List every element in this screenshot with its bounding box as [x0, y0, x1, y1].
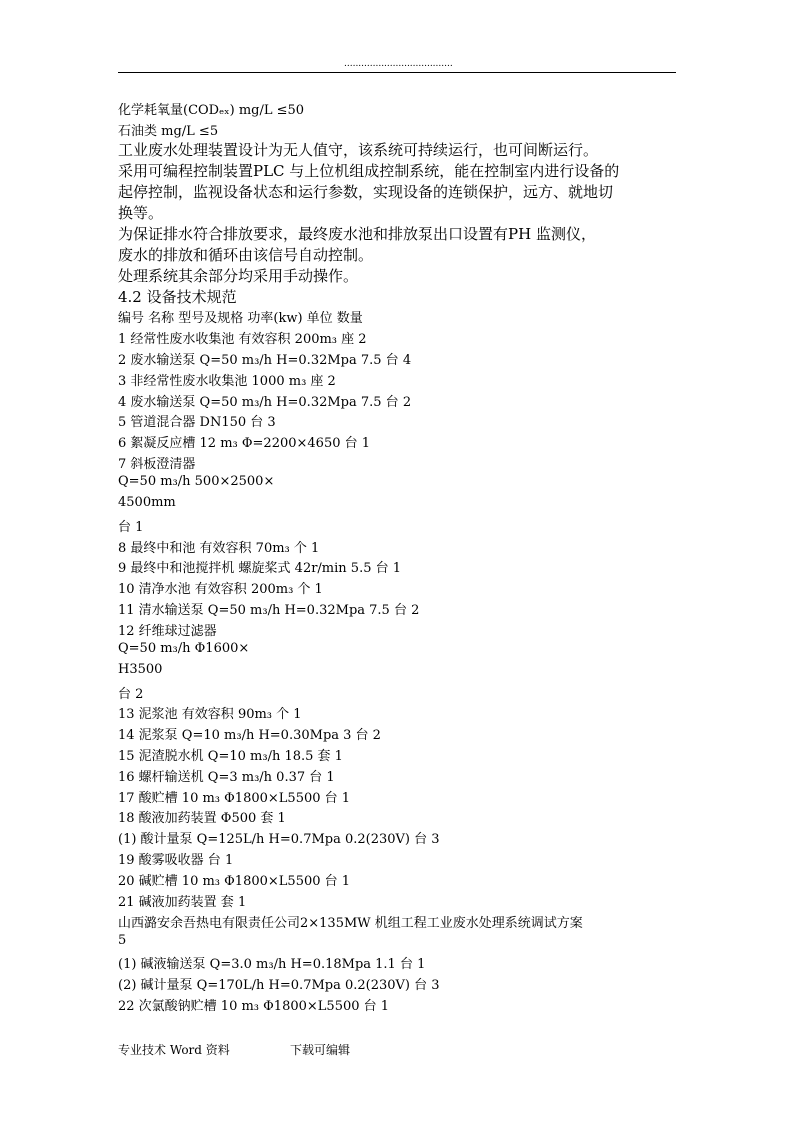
text-line: 山西潞安余吾热电有限责任公司2×135MW 机组工程工业废水处理系统调试方案	[118, 916, 583, 931]
text-line: 9 最终中和池搅拌机 螺旋桨式 42r/min 5.5 台 1	[118, 561, 402, 576]
text-line: 工业废水处理装置设计为无人值守，该系统可持续运行，也可间断运行。	[118, 141, 599, 159]
text-line: 14 泥浆泵 Q=10 m₃/h H=0.30Mpa 3 台 2	[118, 728, 381, 743]
text-line: 13 泥浆池 有效容积 90m₃ 个 1	[118, 707, 302, 722]
text-line: 为保证排水符合排放要求，最终废水池和排放泵出口设置有PH 监测仪，	[118, 225, 596, 243]
text-line: 5 管道混合器 DN150 台 3	[118, 415, 276, 430]
text-line: H3500	[118, 662, 163, 677]
text-line: 16 螺杆输送机 Q=3 m₃/h 0.37 台 1	[118, 770, 335, 785]
text-line: 4 废水输送泵 Q=50 m₃/h H=0.32Mpa 7.5 台 2	[118, 395, 412, 410]
text-line: 换等。	[118, 204, 164, 222]
footer-right: 下载可编辑	[290, 1043, 351, 1057]
text-line: 1 经常性废水收集池 有效容积 200m₃ 座 2	[118, 332, 367, 347]
text-line: 5	[118, 933, 127, 948]
text-line: 2 废水输送泵 Q=50 m₃/h H=0.32Mpa 7.5 台 4	[118, 353, 412, 368]
text-line: 20 碱贮槽 10 m₃ Φ1800×L5500 台 1	[118, 874, 351, 889]
text-line: 6 絮凝反应槽 12 m₃ Φ=2200×4650 台 1	[118, 436, 371, 451]
text-line: 19 酸雾吸收器 台 1	[118, 853, 234, 868]
text-line: 台 1	[118, 520, 144, 535]
footer-left: 专业技术 Word 资料	[118, 1043, 230, 1057]
text-line: 11 清水输送泵 Q=50 m₃/h H=0.32Mpa 7.5 台 2	[118, 603, 420, 618]
text-line: Q=50 m₃/h 500×2500×	[118, 474, 275, 489]
text-line: 17 酸贮槽 10 m₃ Φ1800×L5500 台 1	[118, 791, 351, 806]
text-line: 台 2	[118, 687, 144, 702]
text-line: (2) 碱计量泵 Q=170L/h H=0.7Mpa 0.2(230V) 台 3	[118, 978, 440, 993]
text-line: 石油类 mg/L ≤5	[118, 124, 219, 139]
text-line: 废水的排放和循环由该信号自动控制。	[118, 246, 374, 264]
text-line: 8 最终中和池 有效容积 70m₃ 个 1	[118, 541, 320, 556]
text-line: (1) 碱液输送泵 Q=3.0 m₃/h H=0.18Mpa 1.1 台 1	[118, 957, 426, 972]
text-line: 10 清净水池 有效容积 200m₃ 个 1	[118, 582, 323, 597]
text-line: 18 酸液加药装置 Φ500 套 1	[118, 811, 286, 826]
text-line: 编号 名称 型号及规格 功率(kw) 单位 数量	[118, 311, 363, 326]
header-dots: ......................................	[344, 59, 453, 69]
text-line: 7 斜板澄清器	[118, 457, 196, 472]
text-line: 3 非经常性废水收集池 1000 m₃ 座 2	[118, 374, 336, 389]
text-line: 起停控制，监视设备状态和运行参数，实现设备的连锁保护，远方、就地切	[118, 183, 614, 201]
text-line: 处理系统其余部分均采用手动操作。	[118, 267, 359, 285]
text-line: 12 纤维球过滤器	[118, 624, 217, 639]
header-rule	[118, 72, 676, 73]
text-line: 15 泥渣脱水机 Q=10 m₃/h 18.5 套 1	[118, 749, 343, 764]
text-line: Q=50 m₃/h Φ1600×	[118, 641, 250, 656]
text-line: 21 碱液加药装置 套 1	[118, 895, 247, 910]
text-line: 4500mm	[118, 495, 176, 510]
text-line: 4.2 设备技术规范	[118, 288, 237, 306]
text-line: 22 次氯酸钠贮槽 10 m₃ Φ1800×L5500 台 1	[118, 999, 390, 1014]
text-line: 采用可编程控制装置PLC 与上位机组成控制系统，能在控制室内进行设备的	[118, 162, 620, 180]
text-line: 化学耗氧量(CODₑₓ) mg/L ≤50	[118, 103, 305, 118]
text-line: (1) 酸计量泵 Q=125L/h H=0.7Mpa 0.2(230V) 台 3	[118, 832, 440, 847]
